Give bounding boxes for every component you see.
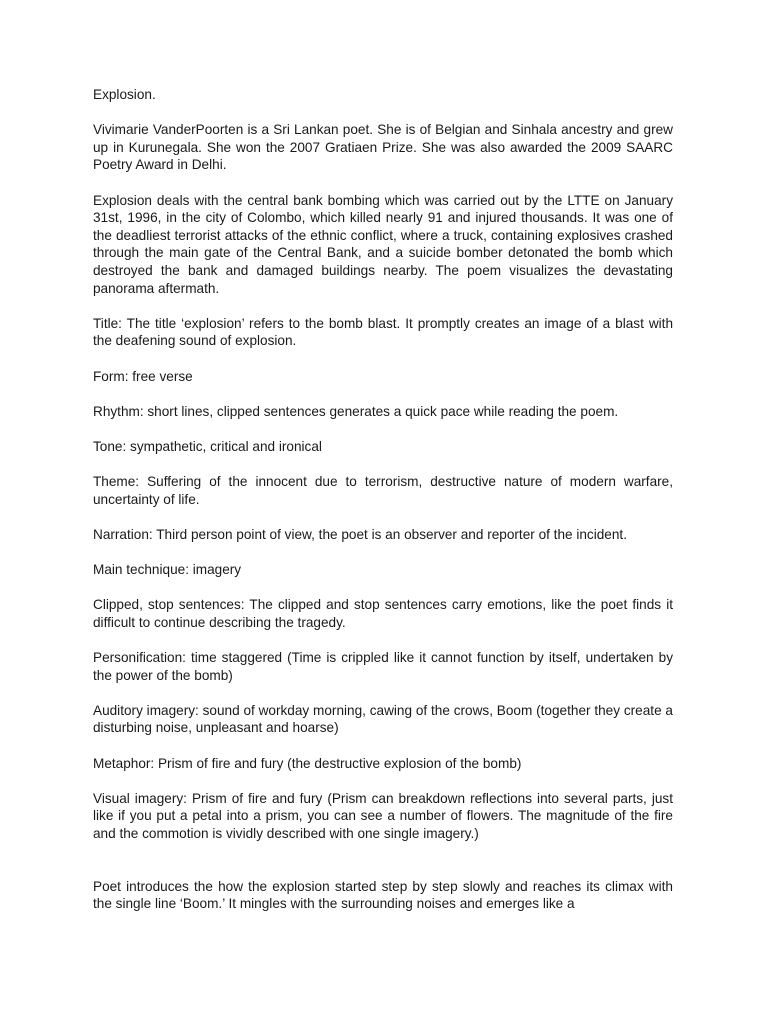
paragraph-rhythm: Rhythm: short lines, clipped sentences generates a quick pace while reading the poem. bbox=[93, 403, 619, 419]
paragraph-form: Form: free verse bbox=[93, 368, 193, 384]
document-title: Explosion. bbox=[93, 87, 156, 102]
paragraph-visual-imagery: Visual imagery: Prism of fire and fury (Prism can breakdown reflections into several parts, just like if you put a petal into a prism, you can see a number of flowers. The magnitude of the fire and the commotion is vividly described with one single imagery.) bbox=[93, 790, 673, 841]
paragraph-narration: Narration: Third person point of view, the poet is an observer and reporter of the incident. bbox=[93, 526, 627, 542]
paragraph-auditory-imagery: Auditory imagery: sound of workday morning, cawing of the crows, Boom (together they create a disturbing noise, unpleasant and hoarse) bbox=[93, 702, 673, 736]
paragraph-poet-introduces: Poet introduces the how the explosion started step by step slowly and reaches its climax with the single line ‘Boom.’ It mingles with the surrounding noises and emerges like a bbox=[93, 878, 673, 912]
paragraph-title-analysis: Title: The title ‘explosion’ refers to the bomb blast. It promptly creates an image of a blast with the deafening sound of explosion. bbox=[93, 315, 673, 349]
paragraph-tone: Tone: sympathetic, critical and ironical bbox=[93, 438, 322, 454]
paragraph-theme: Theme: Suffering of the innocent due to terrorism, destructive nature of modern warfare, uncertainty of life. bbox=[93, 474, 673, 507]
paragraph-main-technique: Main technique: imagery bbox=[93, 562, 242, 578]
paragraph-metaphor: Metaphor: Prism of fire and fury (the destructive explosion of the bomb) bbox=[93, 755, 522, 771]
paragraph-poet-bio: Vivimarie VanderPoorten is a Sri Lankan poet. She is of Belgian and Sinhala ancestry and grew up in Kurunegala. She won the 2007 Gratiaen Prize. She was also awarded the 2009 SAARC Poetry Award in Delhi. bbox=[93, 122, 673, 173]
paragraph-clipped-sentences: Clipped, stop sentences: The clipped and stop sentences carry emotions, like the poet finds it difficult to continue describing the tragedy. bbox=[93, 597, 673, 630]
document-body bbox=[93, 86, 673, 931]
paragraph-context: Explosion deals with the central bank bombing which was carried out by the LTTE on January 31st, 1996, in the city of Colombo, which killed nearly 91 and injured thousands. It was one of the deadliest terrorist attacks of the ethnic conflict, where a truck, containing explosives crashed through the main gate of the Central Bank, and a suicide bomber detonated the bomb which destroyed the bank and damaged buildings nearby. The poem visualizes the devastating panorama aftermath. bbox=[93, 192, 673, 296]
paragraph-personification: Personification: time staggered (Time is crippled like it cannot function by itself, undertaken by the power of the bomb) bbox=[93, 650, 673, 683]
